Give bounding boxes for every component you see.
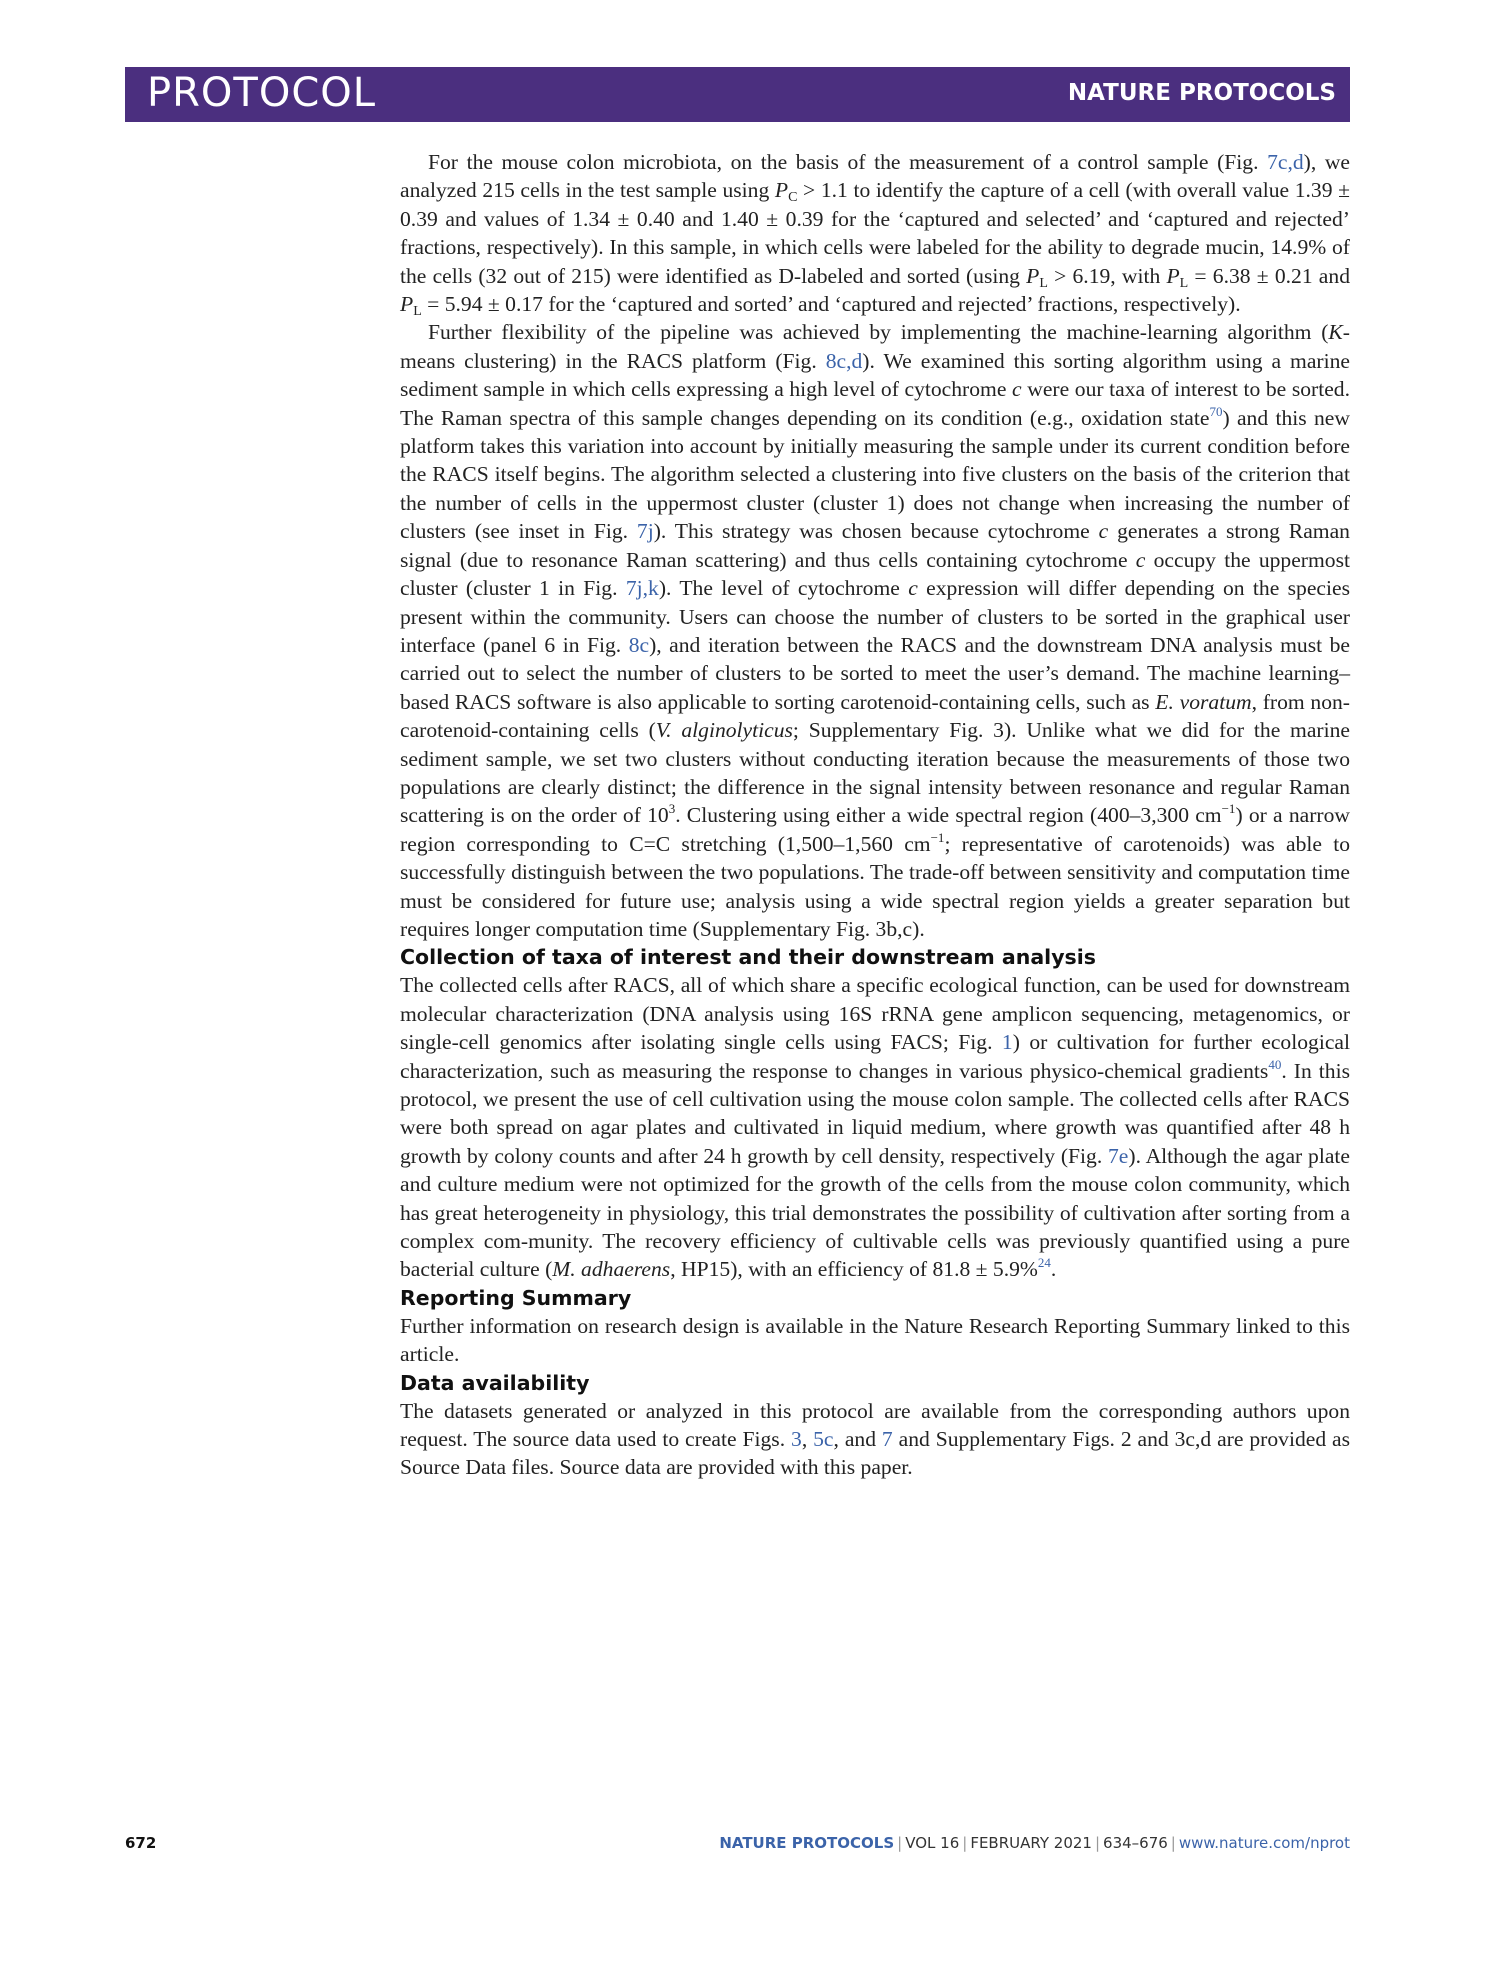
- section-heading-collection: Collection of taxa of interest and their downstream analysis: [400, 945, 1096, 970]
- paragraph-data-availability: The datasets generated or analyzed in this protocol are available from the corresponding authors upon request. The source data used to create Figs. 3, 5c, and 7 and Supplementary Figs. 2 and 3c,d are provided as Source Data files. Source data are provided with this paper.: [400, 1398, 1351, 1480]
- figure-link[interactable]: 1: [1001, 1030, 1013, 1055]
- footer-url-link[interactable]: www.nature.com/nprot: [1178, 1834, 1350, 1852]
- footer-citation: NATURE PROTOCOLS | VOL 16 | FEBRUARY 2021 | 634–676 | www.nature.com/nprot: [719, 1834, 1350, 1852]
- figure-link[interactable]: 5c: [813, 1427, 834, 1452]
- figure-link[interactable]: 8c,d: [825, 348, 863, 373]
- figure-link[interactable]: 8c: [628, 632, 650, 657]
- footer-journal: NATURE PROTOCOLS: [719, 1834, 895, 1852]
- reference-link[interactable]: 70: [1209, 403, 1223, 419]
- footer-pages: 634–676: [1103, 1834, 1168, 1852]
- journal-label: NATURE PROTOCOLS: [1067, 80, 1336, 106]
- footer-date: FEBRUARY 2021: [970, 1834, 1092, 1852]
- figure-link[interactable]: 7c,d: [1267, 150, 1304, 174]
- section-heading-reporting: Reporting Summary: [400, 1285, 632, 1310]
- paragraph-reporting: Further information on research design is available in the Nature Research Reporting Summary linked to this article.: [400, 1313, 1350, 1367]
- section-label: PROTOCOL: [147, 70, 377, 116]
- reference-link[interactable]: 24: [1037, 1255, 1051, 1271]
- figure-link[interactable]: 7e: [1108, 1143, 1129, 1168]
- paragraph-mouse-colon: For the mouse colon microbiota, on the basis of the measurement of a control sample (Fig. 7c,d), we analyzed 215 cells in the test sample using $P_C > 1.1$ to identify the capture of a cell (with overall value 1.39 ± 0.39 and values of 1.34 ± 0.40 and 1.40 ± 0.39 for the ‘captured and selected’ and ‘captured and rejected’ fractions, respectively). In this sample, in which cells were labeled for the ability to degrade mucin, 14.9% of the cells (32 out of 215) were identified as D-labeled and sorted (using $P_L > 6.19$, with $P_L = 6.38 \pm 0.21$ and $P_L = 5.94 \pm 0.17$ for the ‘captured and sorted’ and ‘captured and rejected’ fractions, respectively).: [400, 150, 1350, 320]
- figure-link[interactable]: 7j,k: [625, 576, 659, 601]
- header-banner: [125, 67, 1350, 122]
- section-heading-data-availability: Data availability: [400, 1370, 590, 1395]
- figure-link[interactable]: 3: [791, 1427, 802, 1452]
- article-body: [400, 148, 1350, 1482]
- page-number: 672: [125, 1834, 157, 1852]
- paragraph-kmeans: Further flexibility of the pipeline was achieved by implementing the machine-learning algorithm (K-means clustering) in the RACS platform (Fig. 8c,d). We examined this sorting algorithm using a marine sediment sample in which cells expressing a high level of cytochrome c were our taxa of interest to be sorted. The Raman spectra of this sample changes depending on its condition (e.g., oxidation state$^{70}$) and this new platform takes this variation into account by initially measuring the sample under its current condition before the RACS itself begins. The algorithm selected a clustering into five clusters on the basis of the criterion that the number of cells in the uppermost cluster (cluster 1) does not change when increasing the number of clusters (see inset in Fig. 7j). This strategy was chosen because cytochrome c generates a strong Raman signal (due to resonance Raman scattering) and thus cells containing cytochrome c occupy the uppermost cluster (cluster 1 in Fig. 7j,k). The level of cytochrome c expression will differ depending on the species present within the community. Users can choose the number of clusters to be sorted in the graphical user interface (panel 6 in Fig. 8c), and iteration between the RACS and the downstream DNA analysis must be carried out to select the number of clusters to be sorted to meet the user’s demand. The machine learning–based RACS software is also applicable to sorting carotenoid-containing cells, such as E. voratum, from non-carotenoid-containing cells (V. alginolyticus; Supplementary Fig. 3). Unlike what we did for the marine sediment sample, we set two clusters without conducting iteration because the measurements of those two populations are clearly distinct; the difference in the signal intensity between resonance and regular Raman scattering is on the order of $10^3$. Clustering using either a wide spectral region (400–3,300 $cm^{-1}$) or a narrow region corresponding to C=C stretching (1,500–1,560 $cm^{-1}$; representative of carotenoids) was able to successfully distinguish between the two populations. The trade-off between sensitivity and computation time must be considered for future use; analysis using a wide spectral region yields a greater separation but requires longer computation time (Supplementary Fig. 3b,c).: [400, 320, 1351, 941]
- paragraph-collection: The collected cells after RACS, all of which share a specific ecological function, can be used for downstream molecular characterization (DNA analysis using 16S rRNA gene amplicon sequencing, metagenomics, or single-cell genomics after isolating single cells using FACS; Fig. 1) or cultivation for further ecological characterization, such as measuring the response to changes in various physico-chemical gradients$^{40}$. In this protocol, we present the use of cell cultivation using the mouse colon sample. The collected cells after RACS were both spread on agar plates and cultivated in liquid medium, where growth was quantified after 48 h growth by colony counts and after 24 h growth by cell density, respectively (Fig. 7e). Although the agar plate and culture medium were not optimized for the growth of the cells from the mouse colon community, which has great heterogeneity in physiology, this trial demonstrates the possibility of cultivation after sorting from a complex com-munity. The recovery efficiency of cultivable cells was previously quantified using a pure bacterial culture (M. adhaerens, HP15), with an efficiency of 81.8 ± 5.9%$^{24}$.: [400, 973, 1350, 1282]
- figure-link[interactable]: 7: [881, 1427, 893, 1452]
- reference-link[interactable]: 40: [1268, 1056, 1282, 1072]
- page-footer: [125, 1834, 1350, 1854]
- figure-link[interactable]: 7j: [636, 519, 654, 544]
- footer-volume: VOL 16: [905, 1834, 960, 1852]
